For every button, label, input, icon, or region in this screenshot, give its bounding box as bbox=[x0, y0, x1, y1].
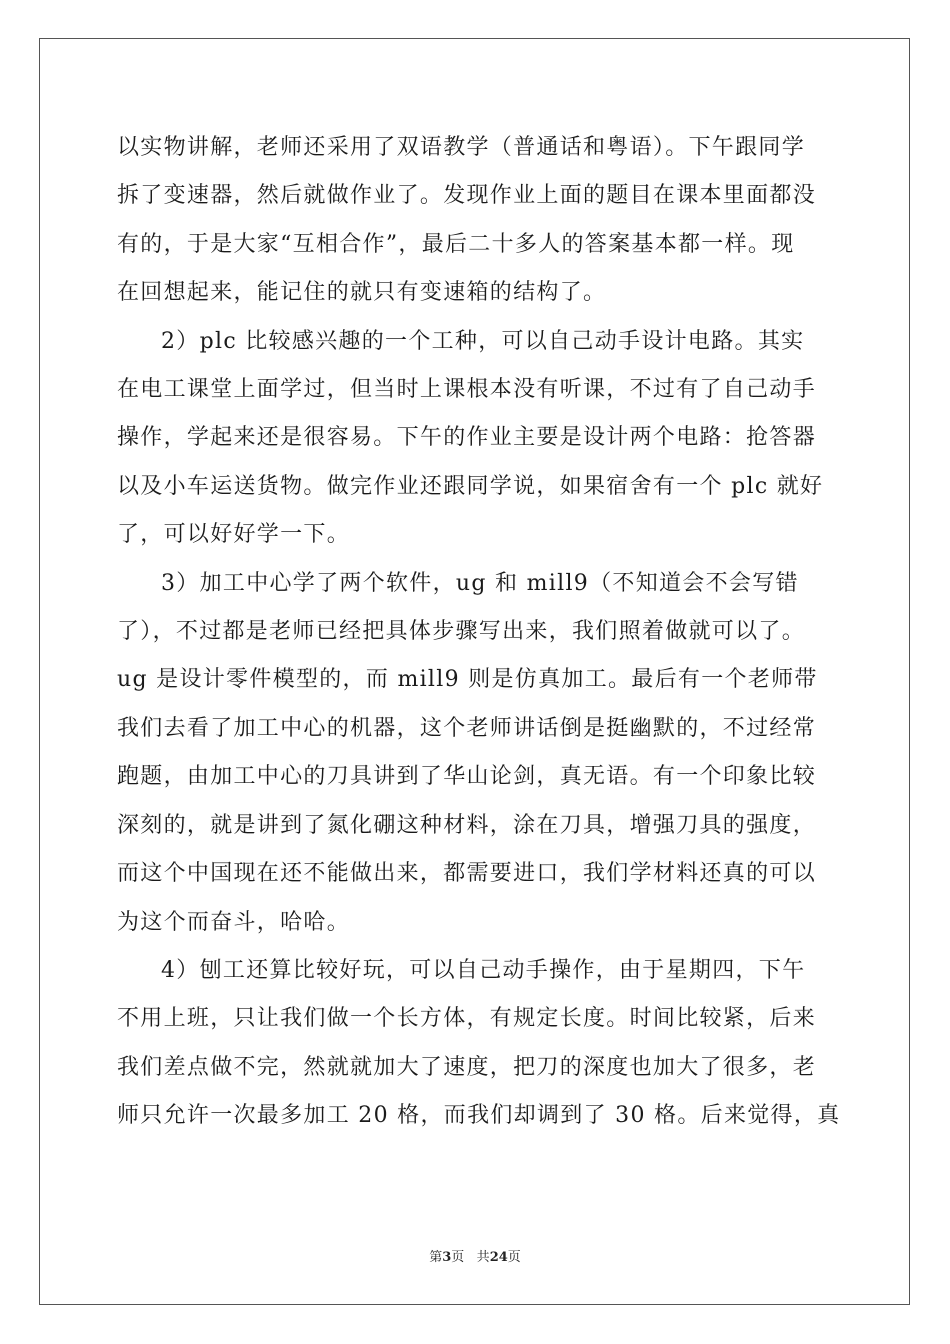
text-line: 以实物讲解，老师还采用了双语教学（普通话和粤语）。下午跟同学 bbox=[117, 135, 806, 160]
text-line: 师只允许一次最多加工 20 格，而我们却调到了 30 格。后来觉得，真 bbox=[117, 1103, 841, 1129]
text-line: 跑题，由加工中心的刀具讲到了华山论剑，真无语。有一个印象比较 bbox=[117, 764, 817, 790]
text-line: 拆了变速器，然后就做作业了。发现作业上面的题目在课本里面都没 bbox=[117, 183, 817, 209]
total-suffix: 页 bbox=[507, 1250, 521, 1265]
text-line: 4）刨工还算比较好玩，可以自己动手操作，由于星期四，下午 bbox=[161, 957, 806, 983]
text-line: 在电工课堂上面学过，但当时上课根本没有听课，不过有了自己动手 bbox=[117, 377, 817, 403]
text-line: 我们去看了加工中心的机器，这个老师讲话倒是挺幽默的，不过经常 bbox=[117, 715, 817, 741]
text-line: 以及小车运送货物。做完作业还跟同学说，如果宿舍有一个 plc 就好 bbox=[117, 473, 824, 499]
text-line: 了），不过都是老师已经把具体步骤写出来，我们照着做就可以了。 bbox=[117, 619, 806, 645]
text-line: 了，可以好好学一下。 bbox=[117, 522, 351, 548]
page-current: 3 bbox=[442, 1250, 452, 1265]
paragraph-4-planing bbox=[117, 947, 841, 1141]
page-total: 24 bbox=[489, 1250, 508, 1265]
page-suffix: 页 bbox=[451, 1250, 465, 1265]
paragraph-3-machining-center bbox=[117, 560, 833, 947]
text-line: 为这个而奋斗，哈哈。 bbox=[117, 909, 351, 935]
text-line: 操作，学起来还是很容易。下午的作业主要是设计两个电路：抢答器 bbox=[117, 425, 817, 451]
text-line: ug 是设计零件模型的，而 mill9 则是仿真加工。最后有一个老师带 bbox=[117, 667, 818, 693]
document-body bbox=[117, 124, 841, 1141]
page-footer bbox=[0, 1246, 950, 1265]
text-line: 不用上班，只让我们做一个长方体，有规定长度。时间比较紧，后来 bbox=[117, 1006, 817, 1032]
text-line: 深刻的，就是讲到了氮化硼这种材料，涂在刀具，增强刀具的强度， bbox=[117, 812, 817, 838]
text-line: 有的，于是大家“互相合作”，最后二十多人的答案基本都一样。现 bbox=[117, 231, 795, 257]
text-line: 而这个中国现在还不能做出来，都需要进口，我们学材料还真的可以 bbox=[117, 861, 817, 887]
text-line: 3）加工中心学了两个软件，ug 和 mill9（不知道会不会写错 bbox=[161, 570, 799, 596]
paragraph-1 bbox=[117, 124, 833, 318]
text-line: 在回想起来，能记住的就只有变速箱的结构了。 bbox=[117, 280, 607, 306]
text-line: 2）plc 比较感兴趣的一个工种，可以自己动手设计电路。其实 bbox=[161, 328, 805, 354]
text-line: 我们差点做不完，然就就加大了速度，把刀的深度也加大了很多，老 bbox=[117, 1054, 817, 1080]
paragraph-2-plc bbox=[117, 318, 833, 560]
page-prefix: 第 bbox=[429, 1250, 443, 1265]
total-prefix: 共 bbox=[476, 1250, 490, 1265]
